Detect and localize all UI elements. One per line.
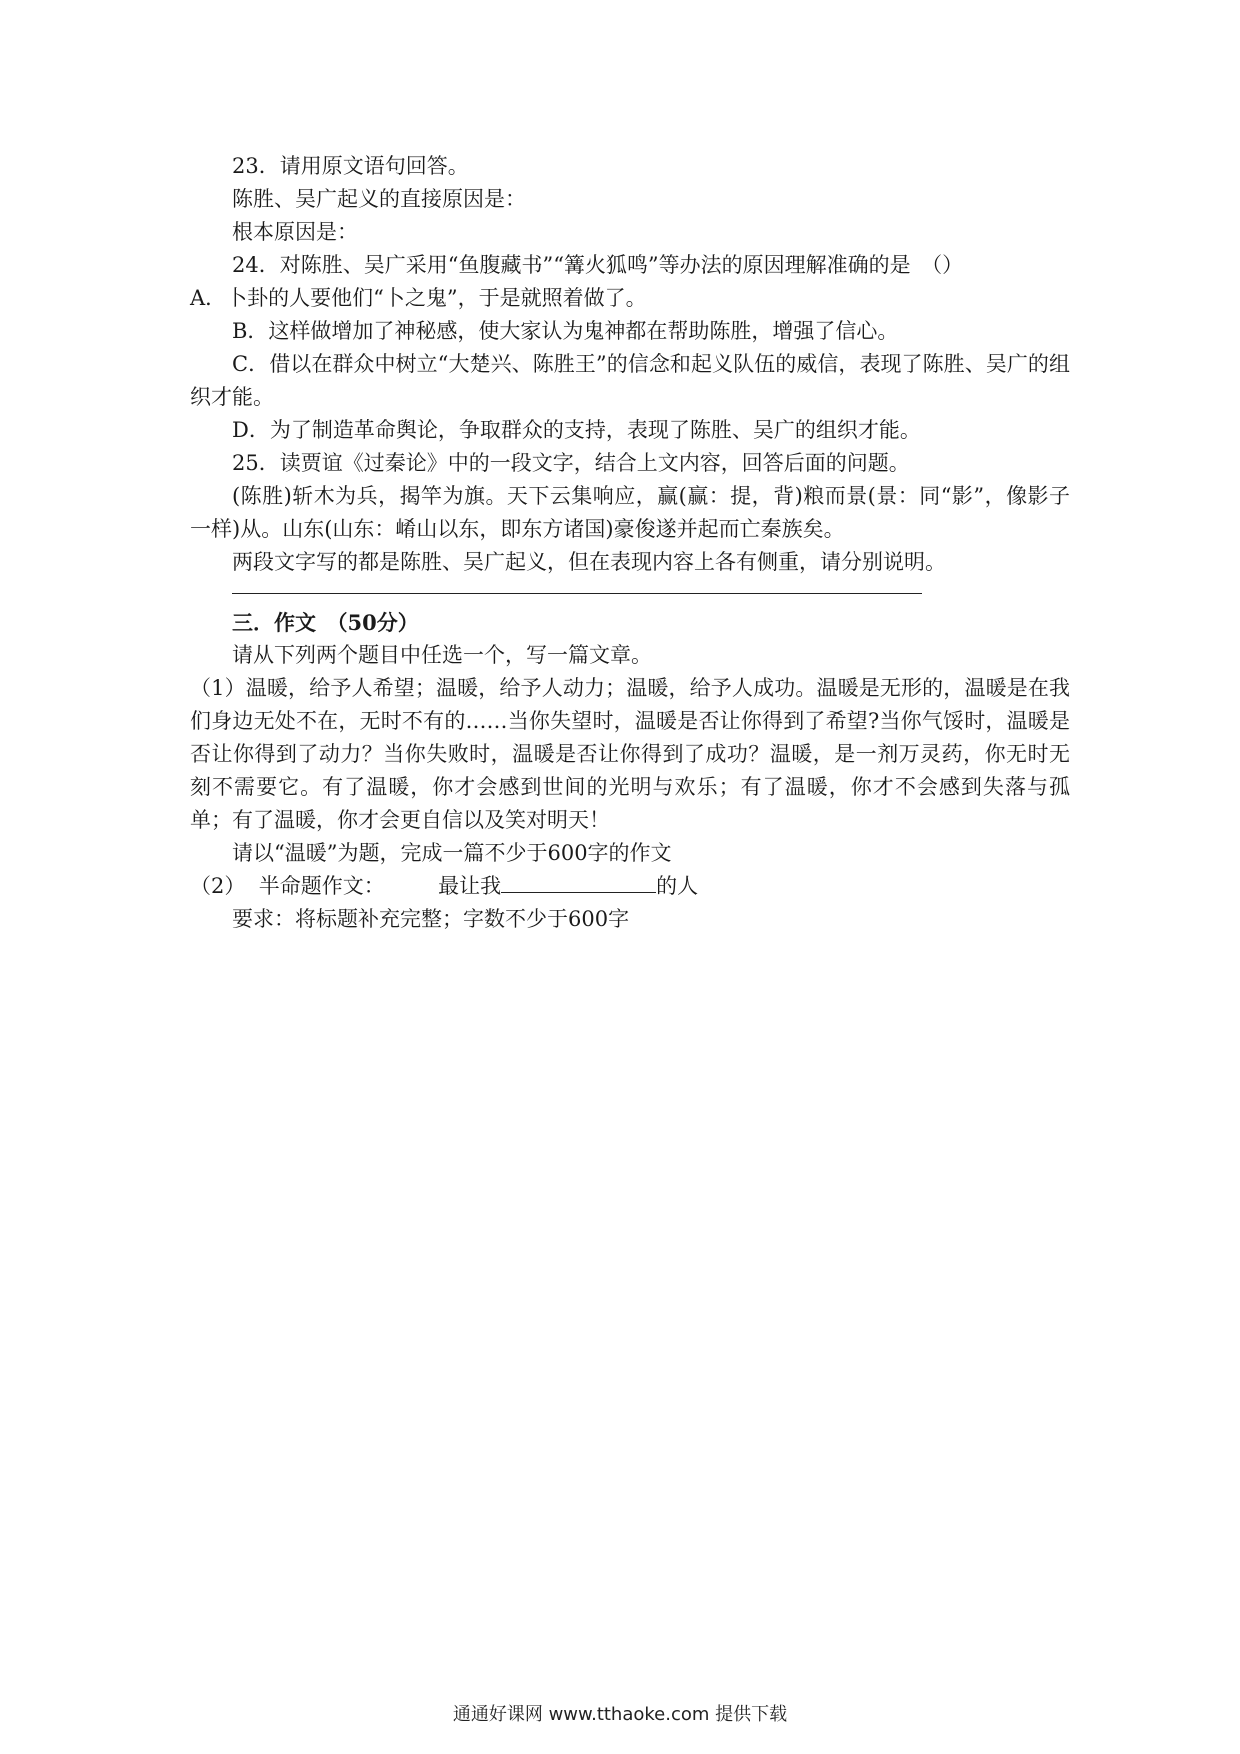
page-footer: 通通好课网 www.tthaoke.com 提供下载 xyxy=(452,1704,788,1725)
document-page xyxy=(190,150,1070,936)
q23-prompt: 23．请用原文语句回答。 xyxy=(232,154,469,178)
q23-direct-cause: 陈胜、吴广起义的直接原因是： xyxy=(232,187,526,211)
q25-passage: (陈胜)斩木为兵，揭竿为旗。天下云集响应，赢(赢：提，背)粮而景(景：同“影”，像影子一样)从。山东(山东：崤山以东，即东方诸国)豪俊遂并起而亡秦族矣。 xyxy=(190,484,1070,541)
q25-prompt: 25．读贾谊《过秦论》中的一段文字，结合上文内容，回答后面的问题。 xyxy=(232,451,910,475)
essay-topic-2-suffix: 的人 xyxy=(656,874,699,898)
q24-option-c: C．借以在群众中树立“大楚兴、陈胜王”的信念和起义队伍的威信，表现了陈胜、吴广的组织才能。 xyxy=(190,352,1070,409)
essay-topic-1-request: 请以“温暖”为题，完成一篇不少于600字的作文 xyxy=(232,841,672,865)
essay-topic-2-prefix: 最让我 xyxy=(438,874,502,898)
q24-prompt: 24．对陈胜、吴广采用“鱼腹藏书”“篝火狐鸣”等办法的原因理解准确的是 （） xyxy=(232,253,964,277)
essay-instruction: 请从下列两个题目中任选一个，写一篇文章。 xyxy=(232,643,652,667)
essay-topic-2 xyxy=(190,870,1070,903)
essay-section-title: 三．作文 （50分） xyxy=(232,610,419,635)
answer-line xyxy=(232,579,922,594)
essay-topic-1: （1）温暖，给予人希望；温暖，给予人动力；温暖，给予人成功。温暖是无形的，温暖是在我们身边无处不在，无时不有的……当你失望时，温暖是否让你得到了希望?当你气馁时，温暖是否让你得到了动力？当你失败时，温暖是否让你得到了成功？温暖，是一剂万灵药，你无时无刻不需要它。有了温暖，你才会感到世间的光明与欢乐；有了温暖，你才不会感到失落与孤单；有了温暖，你才会更自信以及笑对明天！ xyxy=(190,676,1070,832)
title-blank xyxy=(501,872,656,893)
q24-option-a: A．卜卦的人要他们“卜之鬼”，于是就照着做了。 xyxy=(190,286,647,310)
essay-topic-2-label: （2） 半命题作文： xyxy=(190,874,385,898)
essay-requirement: 要求：将标题补充完整；字数不少于600字 xyxy=(232,907,630,931)
q24-option-d: D．为了制造革命舆论，争取群众的支持，表现了陈胜、吴广的组织才能。 xyxy=(232,418,921,442)
q24-option-b: B．这样做增加了神秘感，使大家认为鬼神都在帮助陈胜，增强了信心。 xyxy=(232,319,899,343)
q25-question: 两段文字写的都是陈胜、吴广起义，但在表现内容上各有侧重，请分别说明。 xyxy=(232,550,946,574)
q23-root-cause: 根本原因是： xyxy=(232,220,358,244)
